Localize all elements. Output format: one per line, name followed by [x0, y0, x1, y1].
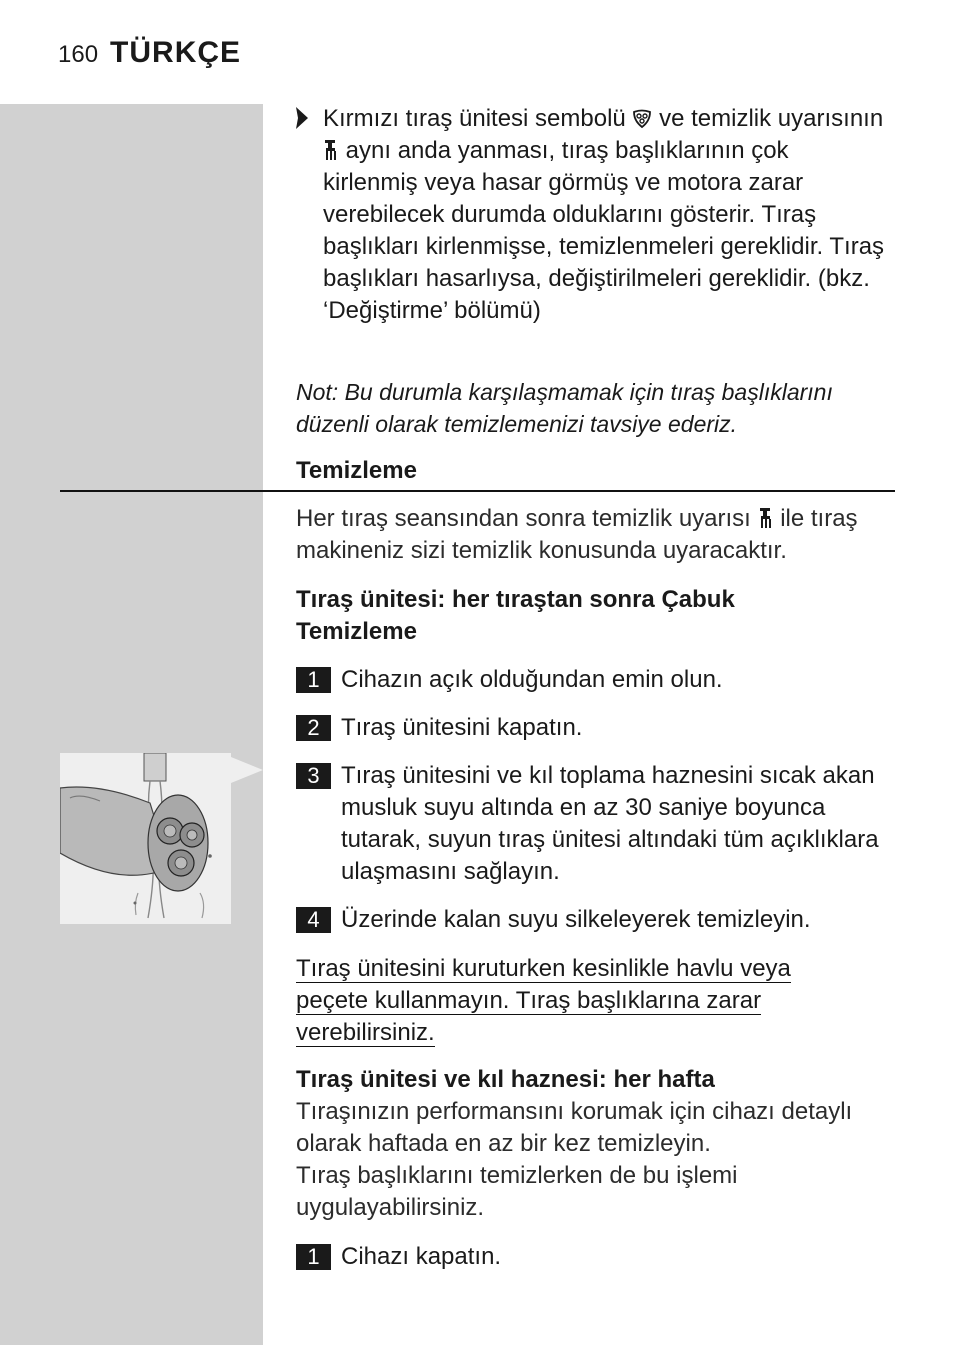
step-item: [296, 664, 886, 696]
step-item: [296, 712, 886, 744]
step-text: Tıraş ünitesini kapatın.: [341, 714, 583, 741]
intro-part1: Her tıraş seansından sonra temizlik uyarısı: [296, 505, 758, 532]
step-number: 1: [296, 1244, 331, 1270]
step-number: 4: [296, 907, 331, 933]
bullet-text-part3: aynı anda yanması, tıraş başlıklarının çok kirlenmiş veya hasar görmüş ve motora zarar verebilecek durumda olduklarını gösterir. Tıraş başlıkları kirlenmişse, temizlenmeleri gereklidir. Tıraş başlıkları hasarlıysa, değiştirilmeleri gereklidir. (bkz. ‘Değiştirme’ bölümü): [323, 137, 885, 324]
weekly-heading: Tıraş ünitesi ve kıl haznesi: her hafta: [296, 1066, 715, 1093]
shaver-drawing: [60, 753, 231, 924]
drying-warning: [296, 953, 856, 1049]
warning-line: verebilirsiniz.: [296, 1019, 435, 1046]
tap-icon: [758, 507, 774, 529]
quick-clean-heading: Tıraş ünitesi: her tıraştan sonra Çabuk Temizleme: [296, 586, 735, 645]
step-text: Cihazı kapatın.: [341, 1243, 502, 1270]
page-header: [58, 36, 241, 70]
section-divider: [60, 490, 895, 492]
step-text: Üzerinde kalan suyu silkeleyerek temizleyin.: [341, 906, 811, 933]
weekly-text: Tıraşınızın performansını korumak için cihazı detaylı olarak haftada en az bir kez temizleyin.: [296, 1098, 853, 1157]
step-text: Cihazın açık olduğundan emin olun.: [341, 666, 723, 693]
sidebar-band: [0, 104, 263, 1345]
step-number: 1: [296, 667, 331, 693]
note-text: Not: Bu durumla karşılaşmamak için tıraş başlıklarını düzenli olarak temizlemenizi tavsiye ederiz.: [296, 379, 833, 437]
warning-line: peçete kullanmayın. Tıraş başlıklarına zarar: [296, 987, 762, 1014]
warning-bullet: [296, 103, 886, 327]
step-text: Tıraş ünitesini ve kıl toplama haznesini sıcak akan musluk suyu altında en az 30 saniye boyunca tutarak, suyun tıraş ünitesi altındaki tüm açıklıklara ulaşmasını sağlayın.: [341, 762, 879, 885]
cleaning-intro: [296, 503, 896, 567]
cleaning-heading: Temizleme: [296, 457, 417, 484]
intro-part2: ile tıraş makineniz sizi temizlik konusunda uyaracaktır.: [296, 505, 858, 564]
warning-line: Tıraş ünitesini kuruturken kesinlikle havlu veya: [296, 955, 791, 982]
rinsing-shaver-illustration: [60, 753, 231, 924]
step-item: [296, 1241, 886, 1273]
weekly-section: [296, 1064, 896, 1224]
weekly-text-2: Tıraş başlıklarını temizlerken de bu işlemi uygulayabilirsiniz.: [296, 1162, 738, 1221]
page-number: 160: [58, 41, 99, 68]
bullet-text-part2: ve temizlik uyarısının: [659, 105, 884, 132]
illustration-pointer: [231, 757, 263, 783]
step-number: 3: [296, 763, 331, 789]
step-number: 2: [296, 715, 331, 741]
tap-icon: [323, 139, 339, 161]
section-title: TÜRKÇE: [110, 36, 242, 69]
step-item: [296, 760, 886, 888]
step-item: [296, 904, 886, 936]
bullet-text-part1: Kırmızı tıraş ünitesi sembolü: [323, 105, 633, 132]
bullet-arrow-icon: [296, 107, 308, 129]
shaving-unit-icon: [632, 109, 652, 129]
